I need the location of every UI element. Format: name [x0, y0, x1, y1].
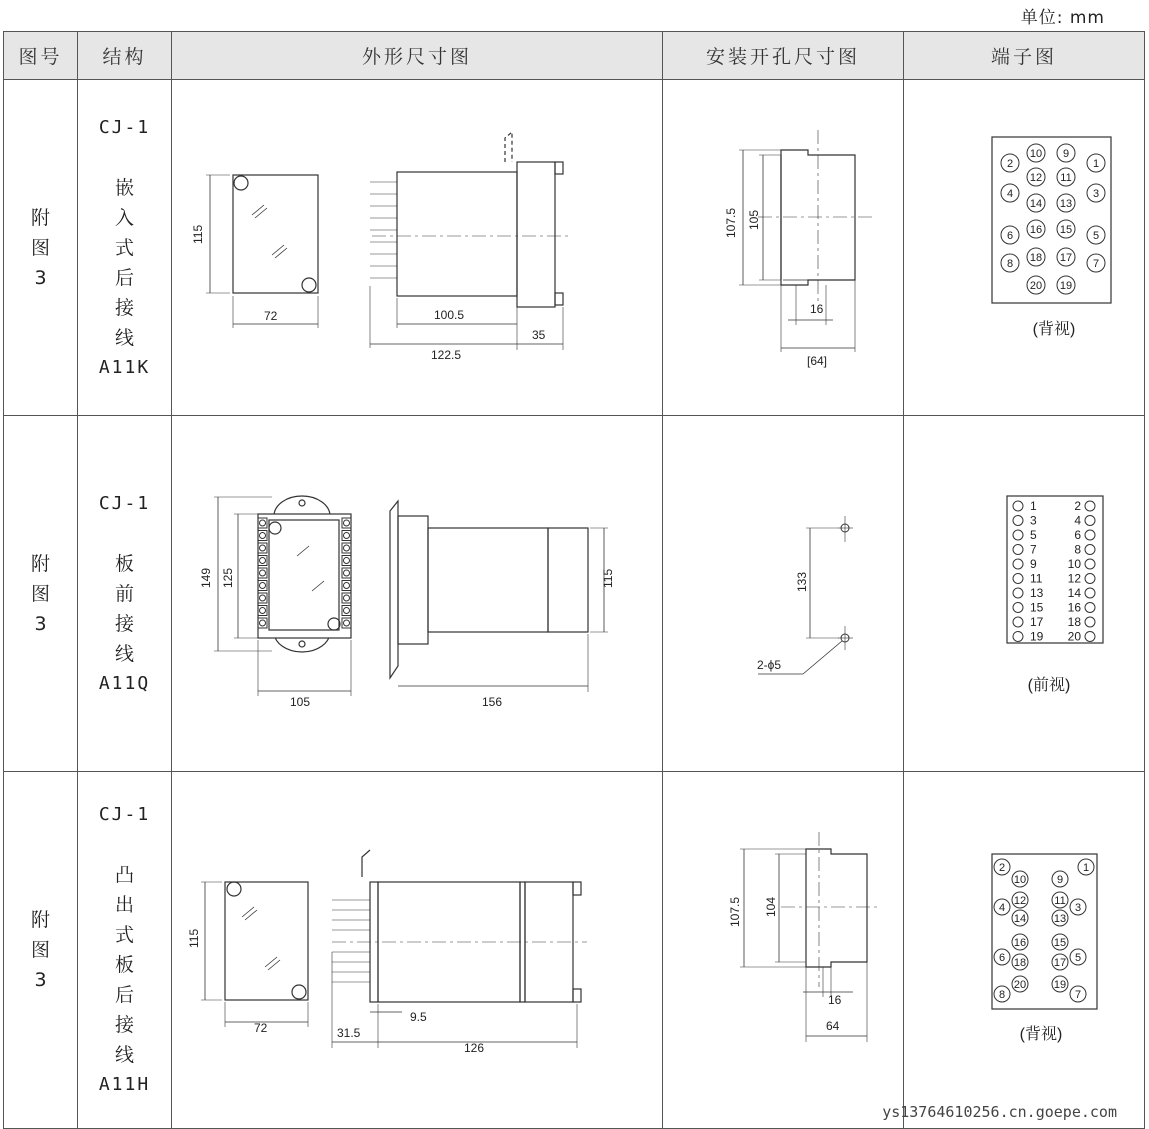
- structure-code: A11H: [98, 1074, 151, 1095]
- dim-label: 16: [828, 993, 842, 1007]
- terminal-pin-label: 17: [1059, 252, 1073, 264]
- cutout-drawing-cell: [663, 772, 904, 1129]
- dim-label: 72: [254, 1021, 268, 1035]
- terminal-pin-label: 16: [1029, 224, 1043, 236]
- terminal-pin-label: 4: [1006, 188, 1014, 200]
- header-fig-no: 图号: [4, 32, 78, 80]
- header-row: [4, 32, 1145, 80]
- cutout-drawing-cell: [663, 416, 904, 772]
- header-outline: 外形尺寸图: [172, 32, 663, 80]
- terminal-pin: [1085, 559, 1095, 569]
- terminal-pin-label: 10: [1013, 874, 1027, 886]
- dim-label: 72: [264, 309, 278, 323]
- watermark: ys13764610256.cn.goepe.com: [882, 1103, 1117, 1121]
- terminal-pin-label: 12: [1013, 895, 1027, 907]
- terminal-pin-label: 17: [1053, 957, 1067, 969]
- terminal-pin-label: 4: [1074, 513, 1081, 528]
- terminal-pin-label: 7: [1030, 542, 1037, 557]
- terminal-pin: [1085, 516, 1095, 526]
- cutout-drawing-cell: [663, 80, 904, 416]
- terminal-pin-label: 8: [1074, 542, 1081, 557]
- terminal-pin-label: 15: [1053, 937, 1067, 949]
- fig-no-cell: 附 图 3: [4, 80, 78, 416]
- terminal-pin-label: 3: [1030, 513, 1037, 528]
- outline-drawing-a11h: [172, 772, 662, 1128]
- dim-label: 100.5: [434, 308, 465, 322]
- terminal-pin-label: 11: [1054, 895, 1066, 907]
- dim-label: 9.5: [410, 1010, 427, 1024]
- cutout-drawing-a11q: [663, 416, 903, 771]
- terminal-pin-label: 18: [1067, 615, 1081, 629]
- terminal-view-label: (背视): [1032, 321, 1076, 338]
- fig-no-cell: 附 图 3: [4, 416, 78, 772]
- terminal-pin-label: 10: [1029, 148, 1043, 160]
- structure-cell: CJ-1 嵌 入 式 后 接 线 A11K: [78, 80, 172, 416]
- table-row: [4, 416, 1145, 772]
- spec-table: [3, 31, 1145, 1129]
- terminal-pin-label: 1: [1082, 862, 1090, 874]
- table-row: [4, 772, 1145, 1129]
- terminal-pin-label: 19: [1053, 979, 1067, 991]
- terminal-pin: [1013, 588, 1023, 598]
- dim-label: 126: [464, 1041, 485, 1055]
- terminal-pin-label: 5: [1092, 230, 1100, 242]
- terminal-pin-label: 5: [1030, 528, 1037, 542]
- terminal-pin: [1013, 516, 1023, 526]
- terminal-diagram-a11q: [904, 416, 1144, 771]
- terminal-pin-label: 13: [1030, 586, 1044, 600]
- terminal-pin-label: 9: [1056, 874, 1064, 886]
- terminal-pin-label: 10: [1067, 557, 1081, 571]
- terminal-pin-label: 2: [1006, 158, 1014, 170]
- terminal-pin: [1085, 501, 1095, 511]
- dim-label: 105: [290, 695, 311, 709]
- terminal-pin: [1085, 632, 1095, 642]
- header-cutout: 安装开孔尺寸图: [663, 32, 904, 80]
- terminal-diagram-a11h: [904, 772, 1144, 1128]
- terminal-pin: [1085, 530, 1095, 540]
- terminal-pin-label: 2: [1074, 499, 1081, 513]
- terminal-pin-label: 14: [1029, 198, 1043, 210]
- terminal-pin: [1085, 617, 1095, 627]
- terminal-pin-label: 7: [1092, 258, 1100, 270]
- terminal-pin-label: 19: [1030, 629, 1044, 644]
- structure-cell: CJ-1 板 前 接 线 A11Q: [78, 416, 172, 772]
- dim-label: 104: [764, 896, 778, 917]
- cutout-drawing-a11k: [663, 80, 903, 415]
- terminal-pin: [1085, 603, 1095, 613]
- terminal-pin-label: 20: [1067, 629, 1081, 644]
- model-name: CJ-1: [98, 492, 151, 514]
- dim-label: [64]: [807, 354, 828, 368]
- terminal-pin-label: 20: [1013, 979, 1027, 991]
- terminal-pin: [1013, 574, 1023, 584]
- structure-code: A11K: [98, 356, 151, 378]
- outline-drawing-a11q: [172, 416, 662, 771]
- terminal-pin: [1085, 588, 1095, 598]
- terminal-diagram-a11k: [904, 80, 1144, 415]
- terminal-pin-label: 14: [1067, 586, 1081, 600]
- structure-code: A11Q: [98, 672, 151, 694]
- terminal-pin-label: 12: [1067, 571, 1081, 586]
- terminal-pin-label: 1: [1092, 158, 1100, 170]
- dim-label: 149: [199, 567, 213, 588]
- cutout-drawing-a11h: [663, 772, 903, 1128]
- terminal-pin-label: 7: [1074, 989, 1082, 1001]
- header-terminal: 端子图: [904, 32, 1145, 80]
- terminal-pin-label: 18: [1029, 252, 1043, 264]
- outline-drawing-cell: [172, 772, 663, 1129]
- dim-label: 125: [221, 567, 235, 588]
- dim-label: 35: [532, 328, 546, 342]
- fig-no-cell: 附 图 3: [4, 772, 78, 1129]
- dim-label: 115: [187, 928, 201, 948]
- terminal-pin-label: 3: [1074, 902, 1082, 914]
- terminal-pin-label: 3: [1092, 188, 1100, 200]
- outline-drawing-a11k: [172, 80, 662, 415]
- dim-label: 105: [747, 209, 761, 230]
- terminal-pin: [1013, 559, 1023, 569]
- terminal-pin-label: 2: [998, 862, 1006, 874]
- terminal-pin: [1013, 632, 1023, 642]
- terminal-pin-label: 12: [1029, 172, 1043, 184]
- terminal-pin: [1013, 603, 1023, 613]
- terminal-pin-label: 13: [1053, 913, 1067, 925]
- terminal-drawing-cell: [904, 80, 1145, 416]
- terminal-pin-label: 6: [998, 952, 1006, 964]
- terminal-pin-label: 11: [1030, 571, 1043, 586]
- terminal-pin: [1013, 617, 1023, 627]
- dim-label: 133: [795, 571, 809, 592]
- dim-label: 115: [601, 568, 615, 588]
- terminal-pin-label: 1: [1030, 499, 1037, 513]
- dim-label: 31.5: [337, 1026, 361, 1040]
- terminal-pin-label: 8: [998, 989, 1006, 1001]
- terminal-pin: [1085, 574, 1095, 584]
- terminal-view-label: (背视): [1019, 1026, 1063, 1043]
- terminal-pin-label: 16: [1013, 937, 1027, 949]
- terminal-pin-label: 11: [1060, 172, 1072, 184]
- terminal-pin-label: 14: [1013, 913, 1027, 925]
- terminal-pin-label: 6: [1074, 528, 1081, 542]
- table-row: [4, 80, 1145, 416]
- dim-label: 115: [191, 224, 205, 244]
- terminal-drawing-cell: [904, 772, 1145, 1129]
- dim-label: 16: [810, 302, 824, 316]
- dim-label: 64: [826, 1019, 840, 1033]
- terminal-view-label: (前视): [1027, 677, 1071, 694]
- terminal-pin-label: 17: [1030, 615, 1044, 629]
- terminal-pin-label: 15: [1059, 224, 1073, 236]
- structure-cell: CJ-1 凸 出 式 板 后 接 线 A11H: [78, 772, 172, 1129]
- terminal-pin-label: 13: [1059, 198, 1073, 210]
- terminal-drawing-cell: [904, 416, 1145, 772]
- dim-label: 156: [482, 695, 503, 709]
- terminal-pin-label: 8: [1006, 258, 1014, 270]
- terminal-pin-label: 6: [1006, 230, 1014, 242]
- terminal-pin-label: 15: [1030, 600, 1044, 615]
- outline-drawing-cell: [172, 80, 663, 416]
- terminal-pin: [1013, 530, 1023, 540]
- model-name: CJ-1: [98, 804, 151, 825]
- dim-label: 2-ϕ5: [757, 658, 782, 672]
- outline-drawing-cell: [172, 416, 663, 772]
- terminal-pin-label: 5: [1074, 952, 1082, 964]
- terminal-pin-label: 19: [1059, 280, 1073, 292]
- terminal-pin-label: 4: [998, 902, 1006, 914]
- terminal-pin-label: 9: [1062, 148, 1070, 160]
- terminal-pin: [1013, 501, 1023, 511]
- header-structure: 结构: [78, 32, 172, 80]
- unit-label: 单位: mm: [1020, 8, 1105, 28]
- terminal-pin-label: 16: [1067, 600, 1081, 615]
- model-name: CJ-1: [98, 116, 151, 138]
- dim-label: 107.5: [724, 207, 738, 238]
- terminal-pin-label: 9: [1030, 557, 1037, 571]
- dim-label: 107.5: [728, 896, 742, 927]
- terminal-pin-label: 18: [1013, 957, 1027, 969]
- terminal-pin: [1013, 545, 1023, 555]
- dim-label: 122.5: [431, 348, 462, 362]
- terminal-pin: [1085, 545, 1095, 555]
- terminal-pin-label: 20: [1029, 280, 1043, 292]
